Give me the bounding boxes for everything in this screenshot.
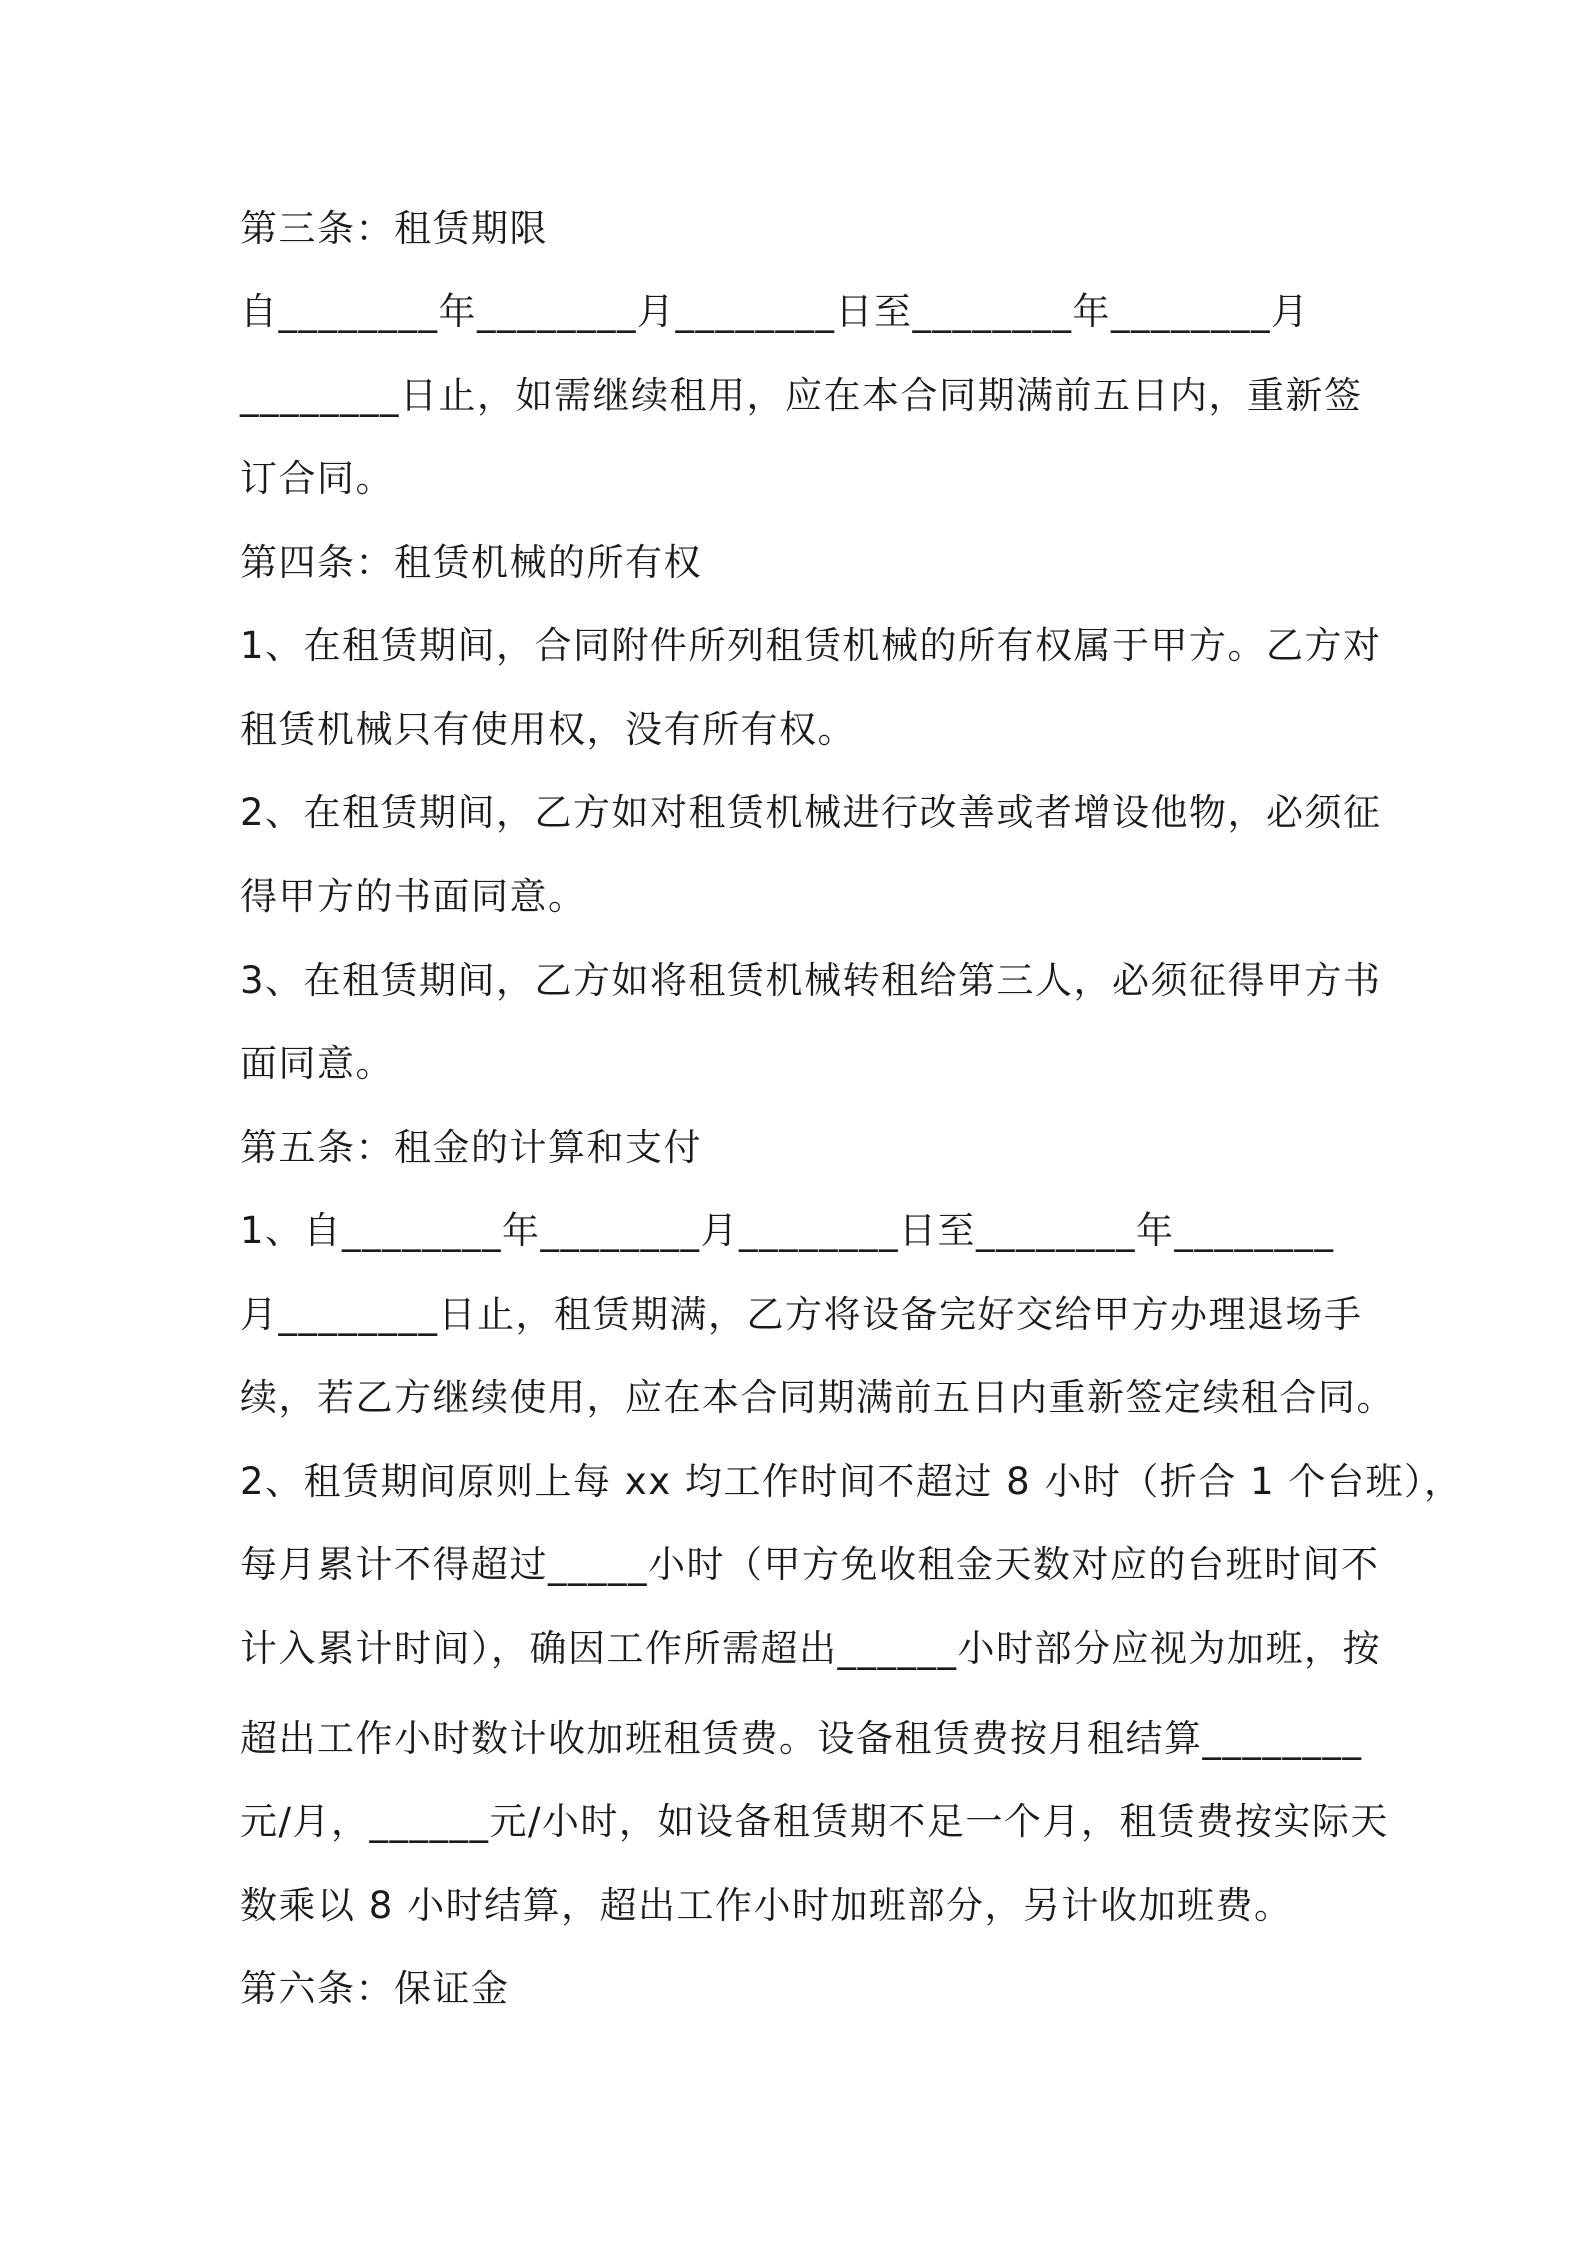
section-5-item-2-line-2: 每月累计不得超过_____小时（甲方免收租金天数对应的台班时间不 <box>240 1543 1380 1586</box>
section-4-heading: 第四条：租赁机械的所有权 <box>240 541 702 584</box>
section-3-body-line-2: ________日止，如需继续租用，应在本合同期满前五日内，重新签 <box>240 374 1363 417</box>
section-5-item-2-line-1: 2、租赁期间原则上每 xx 均工作时间不超过 8 小时（折合 1 个台班）， <box>240 1460 1463 1503</box>
section-5-item-1-line-3: 续，若乙方继续使用，应在本合同期满前五日内重新签定续租合同。 <box>240 1376 1395 1419</box>
section-6-heading: 第六条：保证金 <box>240 1967 510 2010</box>
section-3-body-line-1: 自________年________月________日至________年________月 <box>240 290 1310 333</box>
section-5-item-2-line-5: 元/月，______元/小时，如设备租赁期不足一个月，租赁费按实际天 <box>240 1800 1389 1843</box>
section-5-heading: 第五条：租金的计算和支付 <box>240 1126 702 1169</box>
section-4-item-1-line-1: 1、在租赁期间，合同附件所列租赁机械的所有权属于甲方。乙方对 <box>240 624 1382 667</box>
section-3-body-line-3: 订合同。 <box>240 457 394 500</box>
section-5-item-2-line-3: 计入累计时间），确因工作所需超出______小时部分应视为加班，按 <box>240 1627 1381 1670</box>
section-5-item-1-line-2: 月________日止，租赁期满，乙方将设备完好交给甲方办理退场手 <box>240 1293 1363 1336</box>
section-5-item-2-line-4: 超出工作小时数计收加班租赁费。设备租赁费按月租结算________ <box>240 1717 1363 1760</box>
section-5-item-1-line-1: 1、自________年________月________日至________年________ <box>240 1209 1335 1252</box>
section-4-item-3-line-1: 3、在租赁期间，乙方如将租赁机械转租给第三人，必须征得甲方书 <box>240 959 1382 1002</box>
section-4-item-3-line-2: 面同意。 <box>240 1042 394 1085</box>
section-4-item-1-line-2: 租赁机械只有使用权，没有所有权。 <box>240 708 856 751</box>
section-3-heading: 第三条：租赁期限 <box>240 207 548 250</box>
section-4-item-2-line-1: 2、在租赁期间，乙方如对租赁机械进行改善或者增设他物，必须征 <box>240 791 1382 834</box>
section-4-item-2-line-2: 得甲方的书面同意。 <box>240 875 587 918</box>
section-5-item-2-line-6: 数乘以 8 小时结算，超出工作小时加班部分，另计收加班费。 <box>240 1884 1293 1927</box>
